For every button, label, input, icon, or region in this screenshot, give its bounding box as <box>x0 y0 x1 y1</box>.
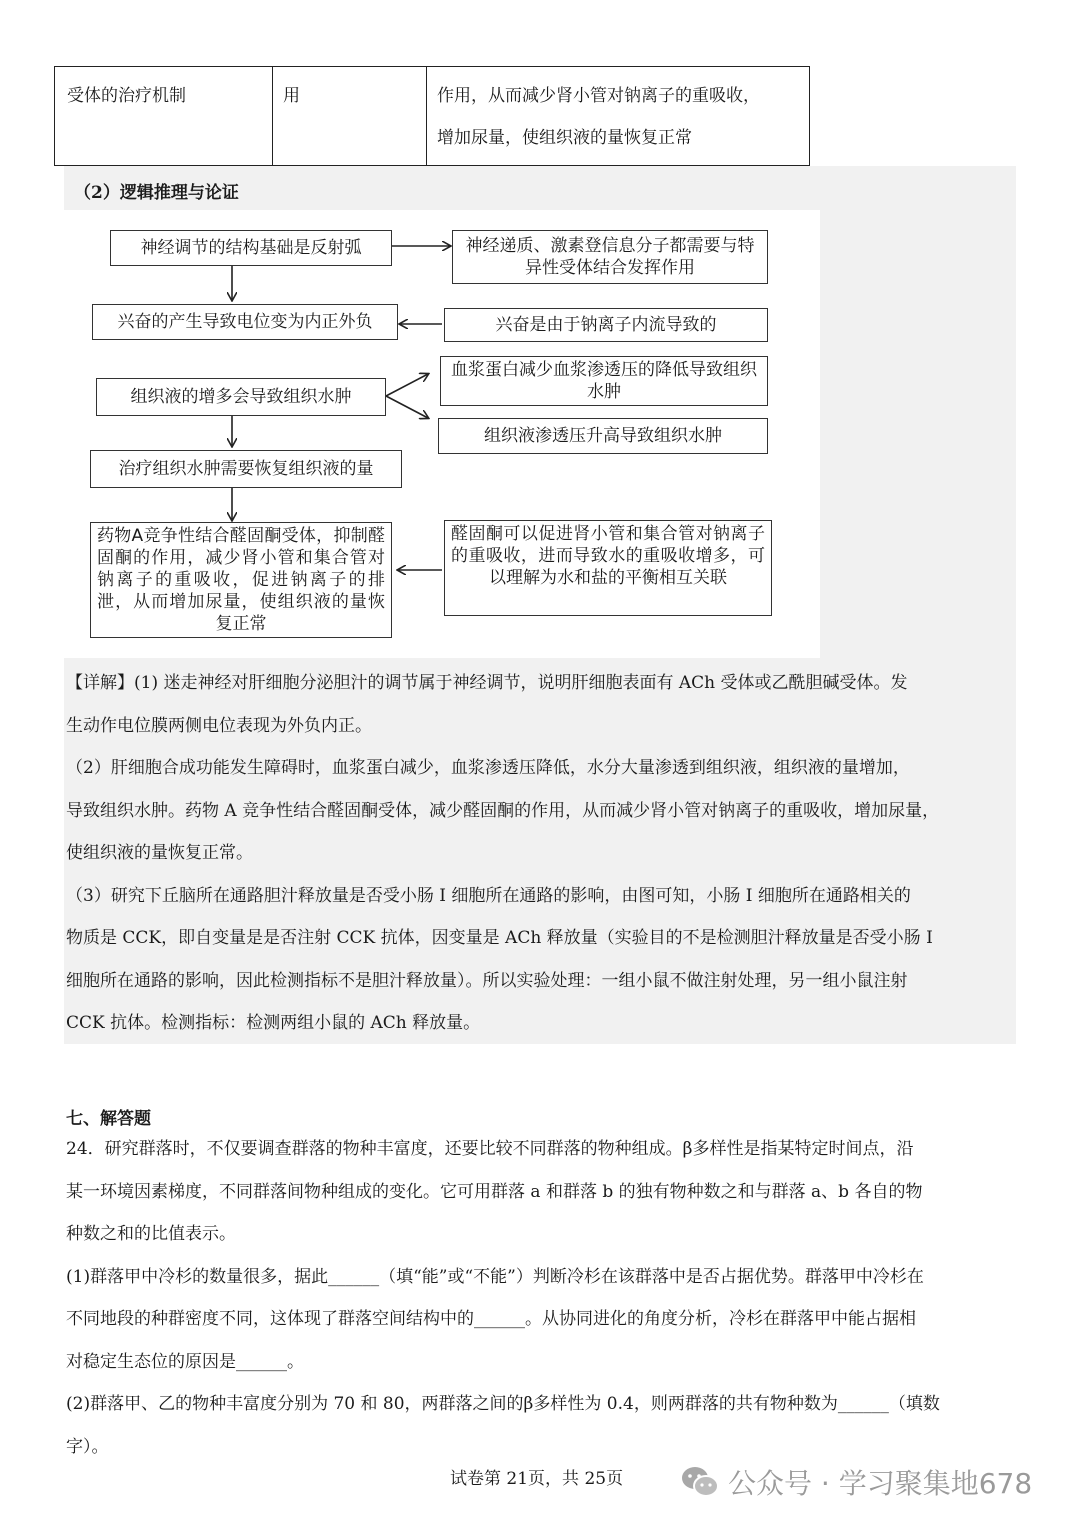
table-col-2 <box>273 67 427 165</box>
question-24 <box>66 1128 1016 1468</box>
detail-line: CCK 抗体。检测指标：检测两组小鼠的 ACh 释放量。 <box>66 1013 481 1033</box>
question-line: 种数之和的比值表示。 <box>66 1224 236 1244</box>
table-col-1 <box>55 67 273 165</box>
flow-box-osmotic-pressure: 组织液渗透压升高导致组织水肿 <box>438 418 768 454</box>
flow-box-sodium-influx: 兴奋是由于钠离子内流导致的 <box>444 308 768 342</box>
table-cell-1: 受体的治疗机制 <box>67 86 186 106</box>
section-7-title: 七、解答题 <box>66 1109 151 1129</box>
detail-line: 生动作电位膜两侧电位表现为外负内正。 <box>66 715 372 736</box>
detail-line: 细胞所在通路的影响，因此检测指标不是胆汁释放量）。所以实验处理：一组小鼠不做注射处理，另一组小鼠注射 <box>66 970 908 991</box>
question-line: 不同地段的种群密度不同，这体现了群落空间结构中的______。从协同进化的角度分析，冷杉在群落甲中能占据相 <box>66 1309 916 1329</box>
section-2-title: （2）逻辑推理与论证 <box>74 183 239 203</box>
arrow-b5-b7 <box>386 396 428 418</box>
question-line: 某一环境因素梯度，不同群落间物种组成的变化。它可用群落 a 和群落 b 的独有物种数之和与群落 a、b 各自的物 <box>66 1181 923 1202</box>
detail-text <box>66 662 1016 1045</box>
watermark <box>680 1462 1032 1502</box>
detail-line: （3）研究下丘脑所在通路胆汁释放量是否受小肠 I 细胞所在通路的影响，由图可知，小肠 I 细胞所在通路相关的 <box>66 885 911 906</box>
flow-box-receptor-binding: 神经递质、激素登信息分子都需要与特异性受体结合发挥作用 <box>452 230 768 284</box>
table-cell-3-line-1: 作用，从而减少肾小管对钠离子的重吸收， <box>437 86 760 106</box>
flow-box-plasma-protein: 血浆蛋白减少血浆渗透压的降低导致组织水肿 <box>440 356 768 406</box>
question-line: 字）。 <box>66 1436 109 1457</box>
page-footer: 试卷第 21页，共 25页 <box>450 1469 624 1489</box>
flow-box-aldosterone: 醛固酮可以促进肾小管和集合管对钠离子的重吸收，进而导致水的重吸收增多，可以理解为水和盐的平衡相互关联 <box>444 520 772 616</box>
flow-box-drug-a: 药物A竞争性结合醛固酮受体，抑制醛固酮的作用，减少肾小管和集合管对钠离子的重吸收，促进钠离子的排泄，从而增加尿量，使组织液的量恢复正常 <box>90 522 392 638</box>
wechat-icon <box>680 1465 720 1499</box>
arrow-b5-b6 <box>386 374 428 396</box>
flow-box-potential-change: 兴奋的产生导致电位变为内正外负 <box>92 304 398 340</box>
detail-line: 使组织液的量恢复正常。 <box>66 843 253 863</box>
flow-chart <box>64 210 820 658</box>
watermark-text: 公众号 · 学习聚集地678 <box>728 1467 1033 1500</box>
table-cell-2: 用 <box>283 86 300 106</box>
flow-box-reflex-arc: 神经调节的结构基础是反射弧 <box>110 230 392 266</box>
detail-line: （2）肝细胞合成功能发生障碍时，血浆蛋白减少，血浆渗透压降低，水分大量渗透到组织液，组织液的量增加， <box>66 758 910 778</box>
table-cell-3-line-2: 增加尿量，使组织液的量恢复正常 <box>437 128 692 148</box>
top-table <box>54 66 810 166</box>
detail-line: 物质是 CCK，即自变量是是否注射 CCK 抗体，因变量是 ACh 释放量（实验目的不是检测胆汁释放量是否受小肠 I <box>66 928 933 948</box>
question-line: 对稳定生态位的原因是______。 <box>66 1351 304 1372</box>
detail-line: 导致组织水肿。药物 A 竞争性结合醛固酮受体，减少醛固酮的作用，从而减少肾小管对钠离子的重吸收，增加尿量， <box>66 800 940 821</box>
question-line: (2)群落甲、乙的物种丰富度分别为 70 和 80，两群落之间的β多样性为 0.4，则两群落的共有物种数为______（填数 <box>66 1394 940 1414</box>
flow-box-tissue-fluid-increase: 组织液的增多会导致组织水肿 <box>96 378 386 416</box>
question-line: (1)群落甲中冷杉的数量很多，据此______（填“能”或“不能”）判断冷杉在该群落中是否占据优势。群落甲中冷杉在 <box>66 1266 924 1287</box>
flow-box-treatment: 治疗组织水肿需要恢复组织液的量 <box>90 450 402 488</box>
detail-line: 【详解】(1) 迷走神经对肝细胞分泌胆汁的调节属于神经调节，说明肝细胞表面有 ACh 受体或乙酰胆碱受体。发 <box>66 673 908 693</box>
question-line: 24．研究群落时，不仅要调查群落的物种丰富度，还要比较不同群落的物种组成。β多样性是指某特定时间点，沿 <box>66 1139 914 1159</box>
